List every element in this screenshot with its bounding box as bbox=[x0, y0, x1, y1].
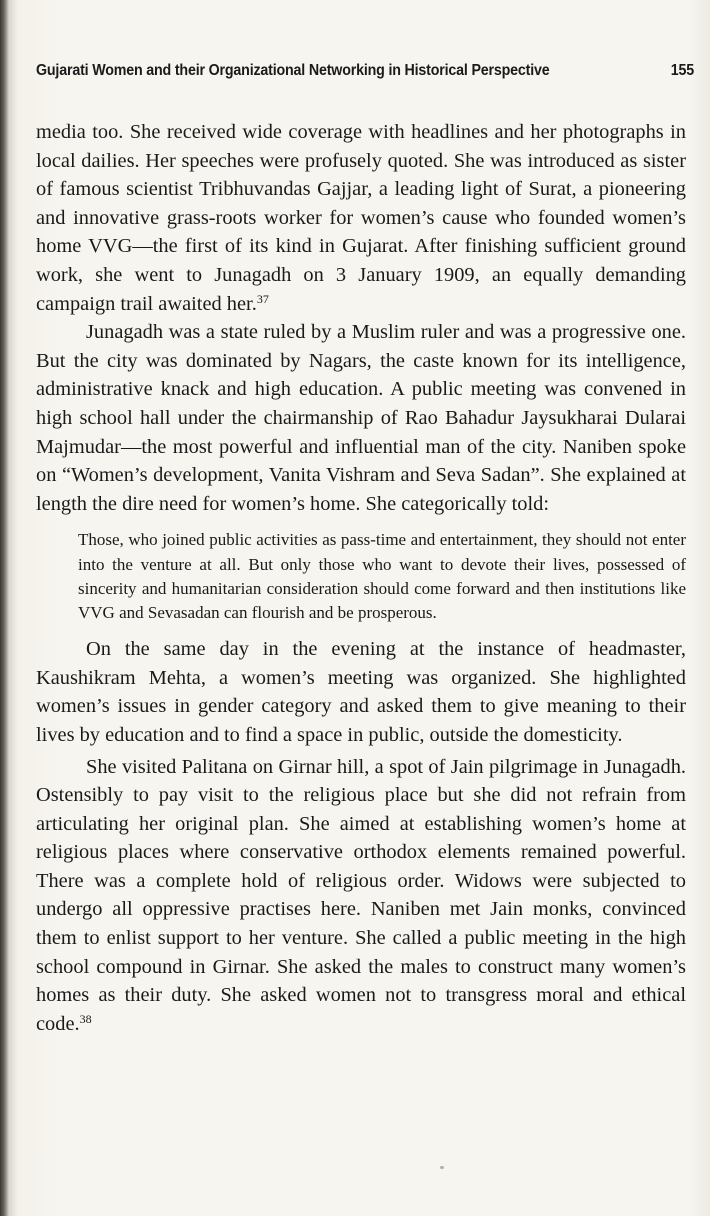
block-quote: Those, who joined public activities as pass-time and entertainment, they should not enter into the venture at all. But only those who want to devote their lives, possessed of sincerity and humanitarian consideration should come forward and then institutions like VVG and Sevasadan can flourish and be prosperous. bbox=[78, 530, 686, 622]
footnote-ref-38: 38 bbox=[79, 1011, 92, 1026]
page-number: 155 bbox=[670, 62, 695, 79]
scan-speck bbox=[440, 1166, 444, 1169]
running-head-title: Gujarati Women and their Organizational Networking in Historical Perspective bbox=[36, 62, 550, 79]
paragraph-1-text: media too. She received wide coverage with headlines and her photographs in local dailies. Her speeches were profusely quoted. She was introduced as sister of famous scientist Tribhuvandas Gajjar, a leading light of Surat, a pioneering and innovative grass-roots worker for women’s cause who founded women’s home VVG—the first of its kind in Gujarat. After finishing sufficient ground work, she went to Junagadh on 3 January 1909, an equally demanding campaign trail awaited her. bbox=[36, 121, 686, 315]
body-text bbox=[36, 118, 686, 1038]
paragraph-palitana bbox=[36, 753, 686, 1039]
footnote-ref-37: 37 bbox=[256, 291, 269, 306]
paragraph-womens-meeting: On the same day in the evening at the instance of headmaster, Kaushikram Mehta, a women’s meeting was organized. She highlighted women’s issues in gender category and asked them to give meaning to their lives by education and to find a space in public, outside the domesticity. bbox=[36, 638, 686, 746]
paragraph-continuation bbox=[36, 118, 686, 318]
paragraph-4-text: She visited Palitana on Girnar hill, a spot of Jain pilgrimage in Junagadh. Ostensibly to pay visit to the religious place but she did not refrain from articulating her original plan. She aimed at establishing women’s home at religious places where conservative orthodox elements remained powerful. There was a complete hold of religious order. Widows were subjected to undergo all oppressive practises here. Naniben met Jain monks, convinced them to enlist support to her venture. She called a public meeting in the high school compound in Girnar. She asked the males to construct many women’s homes as their duty. She asked women not to transgress moral and ethical code. bbox=[36, 755, 686, 1035]
paragraph-junagadh: Junagadh was a state ruled by a Muslim ruler and was a progressive one. But the city was dominated by Nagars, the caste known for its intelligence, administrative knack and high education. A public meeting was convened in high school hall under the chairmanship of Rao Bahadur Jaysukharai Dularai Majmudar—the most powerful and influential man of the city. Naniben spoke on “Women’s development, Vanita Vishram and Seva Sadan”. She explained at length the dire need for women’s home. She categorically told: bbox=[36, 321, 686, 515]
